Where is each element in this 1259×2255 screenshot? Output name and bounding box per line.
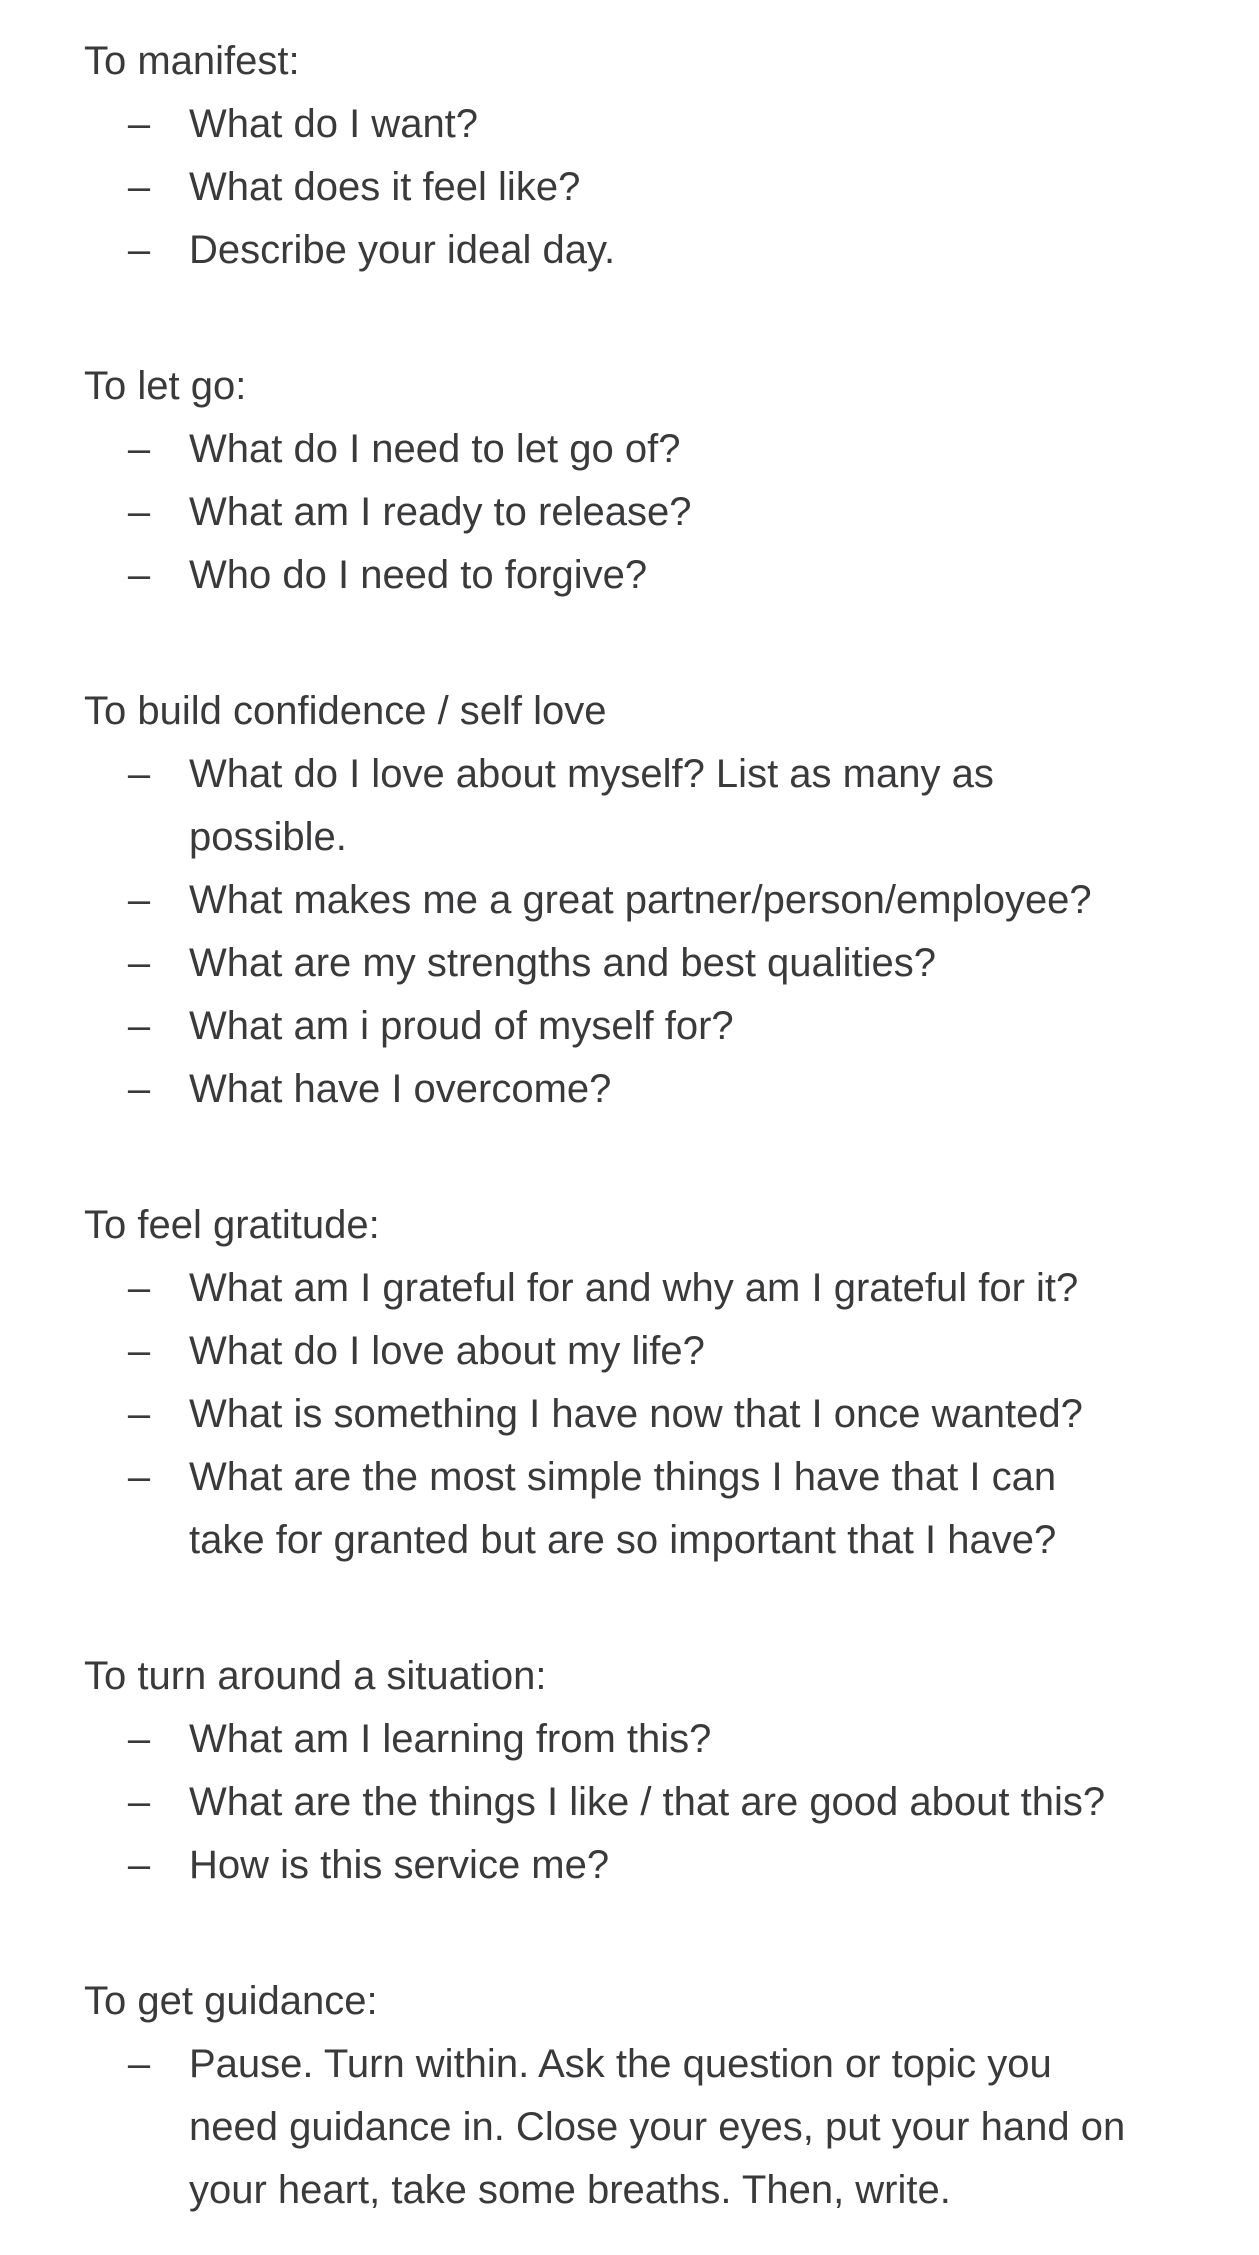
- dash-bullet-icon: –: [127, 427, 151, 471]
- list-item-text: What am I learning from this?: [189, 1717, 712, 1761]
- section-to-feel-gratitude: [84, 1194, 1219, 1572]
- section-to-get-guidance: [84, 1970, 1219, 2222]
- section-heading: To feel gratitude:: [84, 1203, 380, 1247]
- section-to-build-confidence: [84, 680, 1219, 1121]
- section-to-turn-around-situation: [84, 1645, 1219, 1897]
- list-item-text: What am I ready to release?: [189, 490, 692, 534]
- list-item-text: Pause. Turn within. Ask the question or topic you need guidance in. Close your eyes, put your hand on your heart, take some breaths. Then, write.: [189, 2042, 1126, 2212]
- list-item: [84, 481, 1134, 544]
- list-item-text: What do I need to let go of?: [189, 427, 681, 471]
- list-item: [84, 2033, 1134, 2222]
- dash-bullet-icon: –: [127, 165, 151, 209]
- list-item-text: What does it feel like?: [189, 165, 581, 209]
- prompt-list: [84, 1708, 1219, 1897]
- list-item-text: How is this service me?: [189, 1843, 610, 1887]
- prompt-list: [84, 418, 1219, 607]
- section-to-let-go: [84, 355, 1219, 607]
- list-item: [84, 1058, 1134, 1121]
- dash-bullet-icon: –: [127, 1392, 151, 1436]
- dash-bullet-icon: –: [127, 228, 151, 272]
- prompt-list: [84, 93, 1219, 282]
- list-item-text: What are the most simple things I have that I can take for granted but are so important that I have?: [189, 1455, 1057, 1562]
- section-heading: To turn around a situation:: [84, 1654, 547, 1698]
- prompt-list: [84, 1257, 1219, 1572]
- list-item: [84, 93, 1134, 156]
- section-heading: To get guidance:: [84, 1979, 378, 2023]
- list-item-text: What do I love about my life?: [189, 1329, 705, 1373]
- section-heading: To manifest:: [84, 39, 300, 83]
- dash-bullet-icon: –: [127, 1329, 151, 1373]
- list-item: [84, 1446, 1134, 1572]
- list-item: [84, 156, 1134, 219]
- dash-bullet-icon: –: [127, 102, 151, 146]
- list-item: [84, 418, 1134, 481]
- section-heading: To let go:: [84, 364, 247, 408]
- list-item-text: What do I want?: [189, 102, 479, 146]
- list-item-text: What have I overcome?: [189, 1067, 612, 1111]
- list-item-text: What do I love about myself? List as many as possible.: [189, 752, 994, 859]
- list-item: [84, 1257, 1134, 1320]
- dash-bullet-icon: –: [127, 2042, 151, 2086]
- list-item-text: What is something I have now that I once wanted?: [189, 1392, 1083, 1436]
- dash-bullet-icon: –: [127, 1004, 151, 1048]
- list-item: [84, 995, 1134, 1058]
- list-item-text: Describe your ideal day.: [189, 228, 616, 272]
- dash-bullet-icon: –: [127, 1717, 151, 1761]
- list-item: [84, 219, 1134, 282]
- list-item-text: What am I grateful for and why am I grateful for it?: [189, 1266, 1079, 1310]
- list-item: [84, 544, 1134, 607]
- dash-bullet-icon: –: [127, 1266, 151, 1310]
- section-heading: To build confidence / self love: [84, 689, 607, 733]
- prompt-list: [84, 743, 1219, 1121]
- dash-bullet-icon: –: [127, 1455, 151, 1499]
- list-item: [84, 1834, 1134, 1897]
- section-to-manifest: [84, 30, 1219, 282]
- prompt-list: [84, 2033, 1219, 2222]
- list-item: [84, 743, 1134, 869]
- list-item: [84, 869, 1134, 932]
- list-item-text: What are my strengths and best qualities?: [189, 941, 937, 985]
- dash-bullet-icon: –: [127, 1780, 151, 1824]
- list-item: [84, 932, 1134, 995]
- dash-bullet-icon: –: [127, 490, 151, 534]
- list-item: [84, 1320, 1134, 1383]
- list-item-text: What am i proud of myself for?: [189, 1004, 734, 1048]
- list-item: [84, 1771, 1134, 1834]
- dash-bullet-icon: –: [127, 1843, 151, 1887]
- dash-bullet-icon: –: [127, 553, 151, 597]
- dash-bullet-icon: –: [127, 1067, 151, 1111]
- dash-bullet-icon: –: [127, 941, 151, 985]
- dash-bullet-icon: –: [127, 878, 151, 922]
- list-item-text: Who do I need to forgive?: [189, 553, 648, 597]
- dash-bullet-icon: –: [127, 752, 151, 796]
- list-item-text: What are the things I like / that are good about this?: [189, 1780, 1106, 1824]
- list-item-text: What makes me a great partner/person/employee?: [189, 878, 1092, 922]
- list-item: [84, 1383, 1134, 1446]
- list-item: [84, 1708, 1134, 1771]
